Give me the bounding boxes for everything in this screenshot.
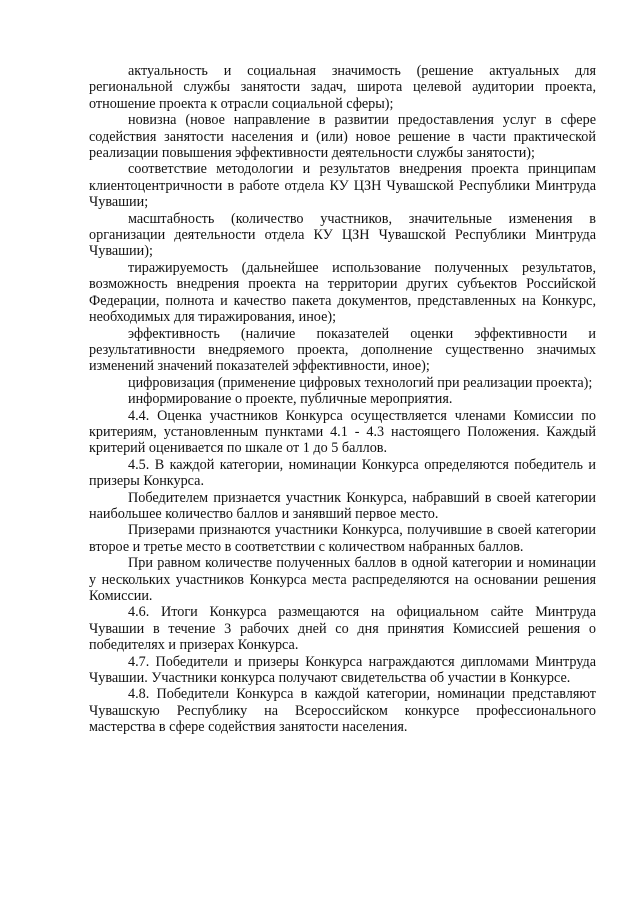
- criterion-methodology: соответствие методологии и результатов внедрения проекта принципам клиентоцентричности в работе отдела КУ ЦЗН Чувашской Республики Минтруда Чувашии;: [89, 161, 596, 211]
- criterion-relevance: актуальность и социальная значимость (решение актуальных для региональной службы занятости задач, широта целевой аудитории проекта, отношение проекта к отрасли социальной сферы);: [89, 63, 596, 112]
- clause-4-6: 4.6. Итоги Конкурса размещаются на официальном сайте Минтруда Чувашии в течение 3 рабочих дней со дня принятия Комиссией решения о победителях и призерах Конкурса.: [89, 604, 596, 654]
- criterion-novelty: новизна (новое направление в развитии предоставления услуг в сфере содействия занятости населения и (или) новое решение в части практической реализации повышения эффективности деятельности службы занятости);: [89, 112, 596, 162]
- criterion-efficiency: эффективность (наличие показателей оценки эффективности и результативности внедряемого проекта, дополнение существенно значимых изменений значений показателей эффективности, иное);: [89, 325, 596, 375]
- clause-4-4: 4.4. Оценка участников Конкурса осуществляется членами Комиссии по критериям, установленным пунктами 4.1 - 4.3 настоящего Положения. Каждый критерий оценивается по шкале от 1 до 5 баллов.: [89, 407, 596, 457]
- tie-rule: При равном количестве полученных баллов в одной категории и номинации у нескольких участников Конкурса места распределяются на основании решения Комиссии.: [89, 555, 596, 604]
- prize-winners-definition: Призерами признаются участники Конкурса, получившие в своей категории второе и третье место в соответствии с количеством набранных баллов.: [89, 522, 596, 555]
- clause-4-7: 4.7. Победители и призеры Конкурса награждаются дипломами Минтруда Чувашии. Участники конкурса получают свидетельства об участии в Конкурсе.: [89, 653, 596, 687]
- clause-4-5: 4.5. В каждой категории, номинации Конкурса определяются победитель и призеры Конкурса.: [89, 456, 596, 490]
- winner-definition: Победителем признается участник Конкурса, набравший в своей категории наибольшее количество баллов и занявший первое место.: [89, 489, 596, 522]
- criterion-replicability: тиражируемость (дальнейшее использование полученных результатов, возможность внедрения проекта на территории других субъектов Российской Федерации, полнота и качество пакета документов, представленных на Конкурс, необходимых для тиражирования, иное);: [89, 259, 596, 326]
- clause-4-8: 4.8. Победители Конкурса в каждой категории, номинации представляют Чувашскую Республику на Всероссийском конкурсе профессионального мастерства в сфере содействия занятости населения.: [89, 686, 596, 736]
- document-page: [89, 63, 596, 736]
- criterion-publicity: информирование о проекте, публичные мероприятия.: [128, 391, 453, 408]
- criterion-scale: масштабность (количество участников, значительные изменения в организации деятельности отдела КУ ЦЗН Чувашской Республики Минтруда Чувашии);: [89, 210, 596, 260]
- criterion-digitalization: цифровизация (применение цифровых технологий при реализации проекта);: [128, 374, 593, 391]
